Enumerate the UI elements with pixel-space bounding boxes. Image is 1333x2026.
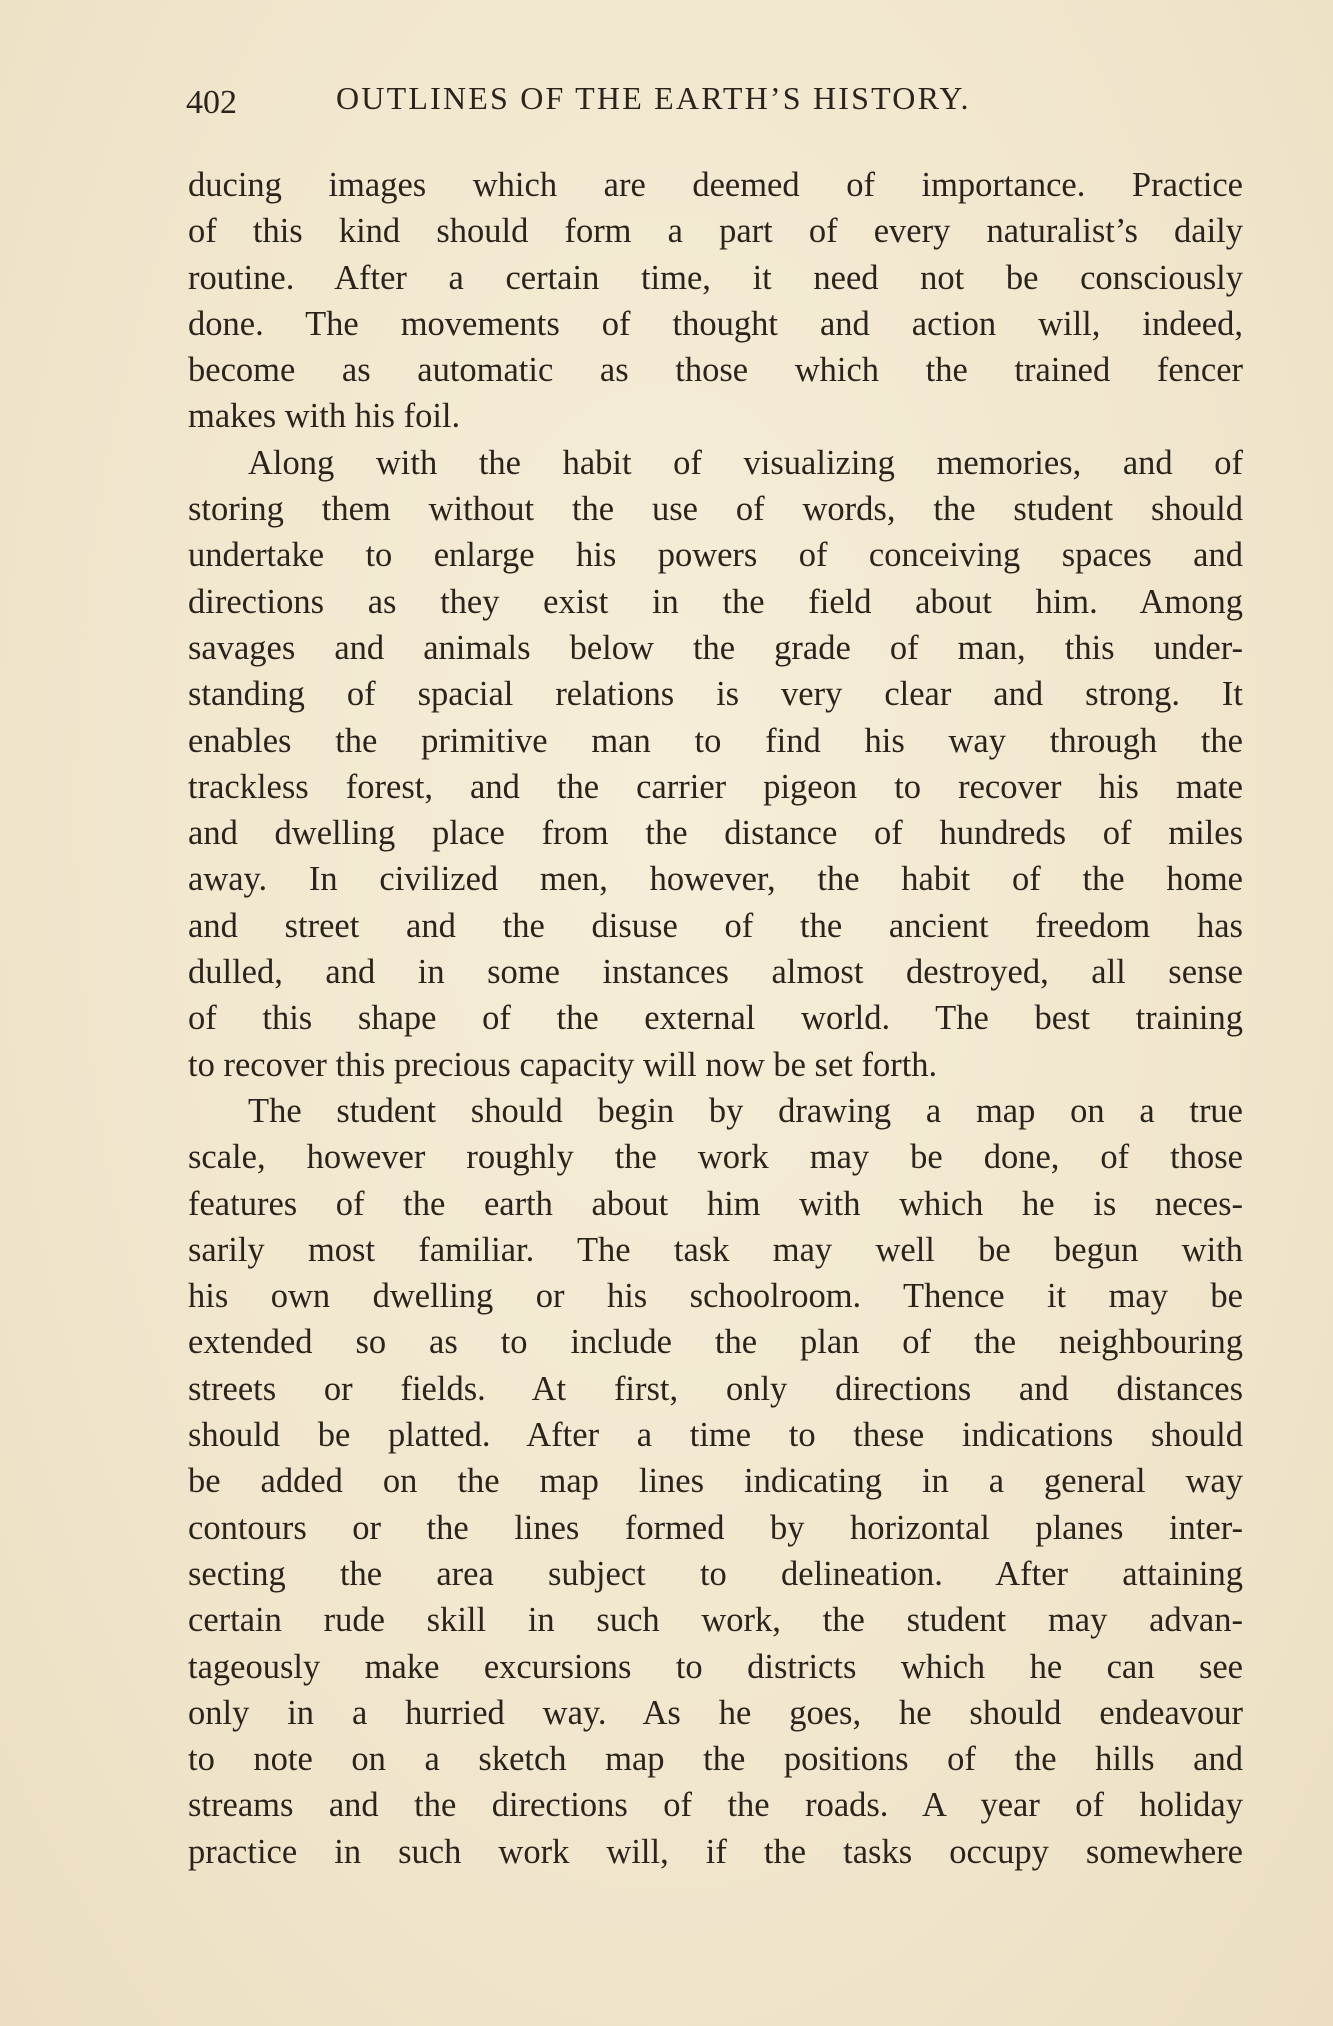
- text-line: only in a hurried way. As he goes, he should endeavour: [188, 1693, 1243, 1732]
- text-line: be added on the map lines indicating in a general way: [188, 1462, 1243, 1501]
- text-line: makes with his foil.: [188, 397, 461, 436]
- text-line: to recover this precious capacity will now be set forth.: [188, 1045, 938, 1084]
- text-line: and street and the disuse of the ancient freedom has: [188, 906, 1243, 945]
- paragraph: [188, 1088, 1243, 1875]
- text-line: tageously make excursions to districts which he can see: [188, 1647, 1243, 1686]
- text-line: directions as they exist in the field about him. Among: [188, 582, 1243, 621]
- text-line: Along with the habit of visualizing memories, and of: [248, 443, 1243, 482]
- text-line: streams and the directions of the roads. A year of holiday: [188, 1786, 1243, 1825]
- running-title: OUTLINES OF THE EARTH’S HISTORY.: [336, 80, 971, 116]
- body-text: [188, 162, 1243, 1875]
- paragraph: [188, 162, 1243, 440]
- text-line: The student should begin by drawing a map on a true: [248, 1091, 1243, 1130]
- running-head: [186, 80, 1086, 130]
- text-line: secting the area subject to delineation. After attaining: [188, 1554, 1243, 1593]
- text-line: routine. After a certain time, it need not be consciously: [188, 258, 1243, 297]
- text-line: away. In civilized men, however, the habit of the home: [188, 860, 1243, 899]
- text-line: trackless forest, and the carrier pigeon to recover his mate: [188, 767, 1243, 806]
- text-line: enables the primitive man to find his way through the: [188, 721, 1243, 760]
- text-line: undertake to enlarge his powers of conceiving spaces and: [188, 536, 1243, 575]
- text-line: become as automatic as those which the trained fencer: [188, 351, 1243, 390]
- text-line: practice in such work will, if the tasks occupy somewhere: [188, 1832, 1243, 1871]
- text-line: streets or fields. At first, only directions and distances: [188, 1369, 1243, 1408]
- text-line: storing them without the use of words, the student should: [188, 490, 1243, 529]
- text-line: to note on a sketch map the positions of the hills and: [188, 1740, 1243, 1779]
- text-line: his own dwelling or his schoolroom. Thence it may be: [188, 1277, 1243, 1316]
- text-line: scale, however roughly the work may be done, of those: [188, 1138, 1243, 1177]
- text-line: of this kind should form a part of every naturalist’s daily: [188, 212, 1243, 251]
- page-number: 402: [186, 84, 237, 121]
- text-line: of this shape of the external world. The best training: [188, 999, 1243, 1038]
- text-line: certain rude skill in such work, the student may advan-: [188, 1601, 1243, 1640]
- paragraph: [188, 440, 1243, 1088]
- text-line: ducing images which are deemed of importance. Practice: [188, 166, 1243, 204]
- text-line: extended so as to include the plan of the neighbouring: [188, 1323, 1243, 1362]
- text-line: sarily most familiar. The task may well be begun with: [188, 1230, 1243, 1269]
- text-line: features of the earth about him with which he is neces-: [188, 1184, 1243, 1223]
- text-line: savages and animals below the grade of man, this under-: [188, 628, 1243, 667]
- text-line: contours or the lines formed by horizontal planes inter-: [188, 1508, 1243, 1547]
- text-line: should be platted. After a time to these indications should: [188, 1416, 1243, 1455]
- text-line: dulled, and in some instances almost destroyed, all sense: [188, 953, 1243, 992]
- text-line: and dwelling place from the distance of hundreds of miles: [188, 814, 1243, 853]
- text-line: standing of spacial relations is very clear and strong. It: [188, 675, 1243, 714]
- text-line: done. The movements of thought and action will, indeed,: [188, 304, 1243, 343]
